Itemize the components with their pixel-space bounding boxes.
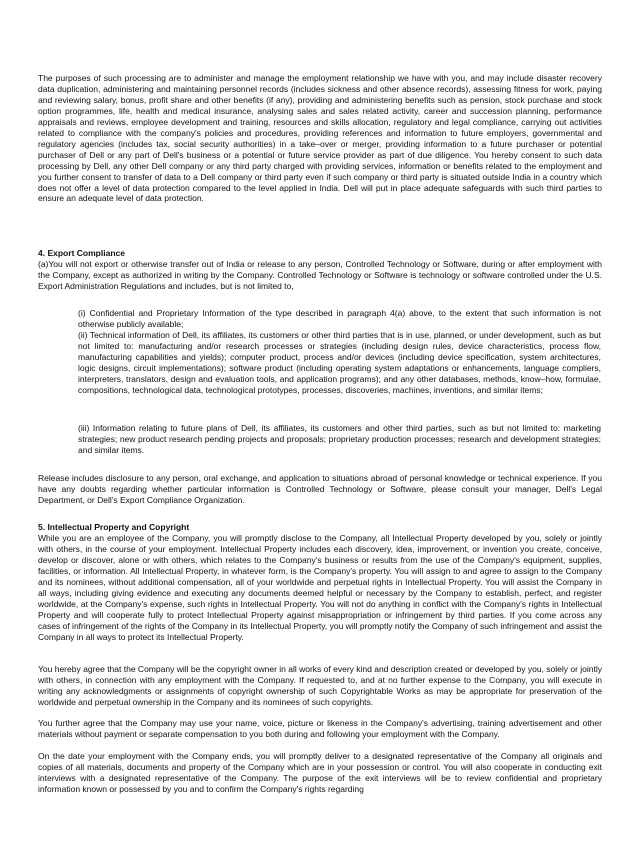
export-item-i: (i) Confidential and Proprietary Information of the type described in paragraph 4(a) above, to the extent that such information is not otherwise publicly available; bbox=[78, 308, 601, 329]
export-release-paragraph: Release includes disclosure to any person, oral exchange, and application to situations abroad of personal knowledge or technical experience. If you have any doubts regarding whether particular information is Controlled Technology or Software, please consult your manager, Dell's Legal Department, or Dell's Export Compliance Organization. bbox=[38, 473, 602, 505]
ip-paragraph-likeness: You further agree that the Company may use your name, voice, picture or likeness in the Company's advertising, training advertisement and other materials without payment or separate compensation to you both during and following your employment with the Company. bbox=[38, 718, 602, 739]
export-item-ii: (ii) Technical information of Dell, its affiliates, its customers or other third parties that is in use, planned, or under development, such as but not limited to: manufacturing and/or research processes or strategies (including design rules, device characteristics, process flow, manufacturing capabilities and yields); computer product, process and/or devices (including device specification, system architectures, logic designs, circuit implementations); software product (including operating system adaptations or enhancements, language compliers, interpreters, translators, design and evaluation tools, and application programs); and any other databases, methods, know–how, formulae, compositions, technological data, technological prototypes, processes, discoveries, machines, inventions, and similar items; bbox=[78, 330, 601, 395]
ip-paragraph-return-materials: On the date your employment with the Company ends, you will promptly deliver to a designated representative of the Company all originals and copies of all materials, documents and property of the Company which are in your possession or control. You will also cooperate in conducting exit interviews with a designated representative of the Company. The purpose of the exit interviews will be to review confidential and proprietary information known or possessed by you and to confirm the Company's rights regarding bbox=[38, 751, 602, 794]
ip-heading: 5. Intellectual Property and Copyright bbox=[38, 522, 190, 532]
ip-paragraph-disclosure: While you are an employee of the Company, you will promptly disclose to the Company, all Intellectual Property developed by you, solely or jointly with others, in the course of your employment. Intellectual Property includes each discovery, idea, improvement, or invention you create, conceive, develop or discover, alone or with others, which relates to the Company's business or results from the use of the Company's equipment, supplies, facilities, or information. All Intellectual Property, in whatever form, is the Company's property. You will assign to and agree to assign to the Company and its nominees, without additional compensation, all of your worldwide and perpetual rights in Intellectual Property. You will assist the Company in all ways, including giving evidence and executing any documents deemed helpful or necessary by the Company to establish, perfect, and register worldwide, at the Company's expense, such rights in Intellectual Property. You will not do anything in conflict with the Company's rights in Intellectual Property and will cooperate fully to protect Intellectual Property against misappropriation or infringement by third parties. If you come across any cases of infringement of the rights of the Company in its Intellectual Property, you will promptly notify the Company of such infringement and assist the Company in all ways to protect its Intellectual Property. bbox=[38, 533, 602, 642]
ip-paragraph-copyright: You hereby agree that the Company will be the copyright owner in all works of every kind and description created or developed by you, solely or jointly with others, in connection with any employment with the Company. If requested to, and at no further expense to the Company, you will execute in writing any acknowledgments or assignments of copyright ownership of such Copyrightable Works as may be appropriate for preservation of the worldwide and perpetual ownership in the Company and its nominees of such copyrights. bbox=[38, 664, 602, 707]
purposes-paragraph: The purposes of such processing are to administer and manage the employment relationship we have with you, and may include disaster recovery data duplication, administering and maintaining personnel records (includes sickness and other absence records), assessing fitness for work, paying and reviewing salary, bonus, profit share and other benefits (if any), providing and administering benefits such as pension, stock purchase and stock option programmes, life, health and medical insurance, analysing sales and sales related activity, career and succession planning, performance appraisals and reviews, employee development and training, resources and skills allocation, regulatory and legal compliance, carrying out activities related to compliance with the company's policies and procedures, providing references and information to future employers, governmental and regulatory agencies (includes tax, social security authorities) in a take–over or merger, providing information to a future purchaser or potential purchaser of Dell or any part of Dell's business or a potential or future service provider as part of due diligence. You hereby consent to such data processing by Dell, any other Dell company or any third party charged with providing services, information or benefits related to the employment and you further consent to transfer of data to a Dell company or third party even if such company or third party is situated outside India in a country which does not offer a level of data protection compared to the level applied in India. Dell will put in place adequate safeguards with such third parties to ensure an adequate level of data protection. bbox=[38, 73, 602, 204]
export-compliance-intro: (a)You will not export or otherwise transfer out of India or release to any person, Controlled Technology or Software, during or after employment with the Company, except as authorized in writing by the Company. Controlled Technology or Software is technology or software controlled under the U.S. Export Administration Regulations and includes, but is not limited to, bbox=[38, 259, 602, 291]
export-compliance-heading: 4. Export Compliance bbox=[38, 248, 125, 258]
export-item-iii: (iii) Information relating to future plans of Dell, its affiliates, its customers and other third parties, such as but not limited to: marketing strategies; new product research pending projects and proposals; proprietary production processes; research and development strategies; and similar items. bbox=[78, 423, 601, 455]
